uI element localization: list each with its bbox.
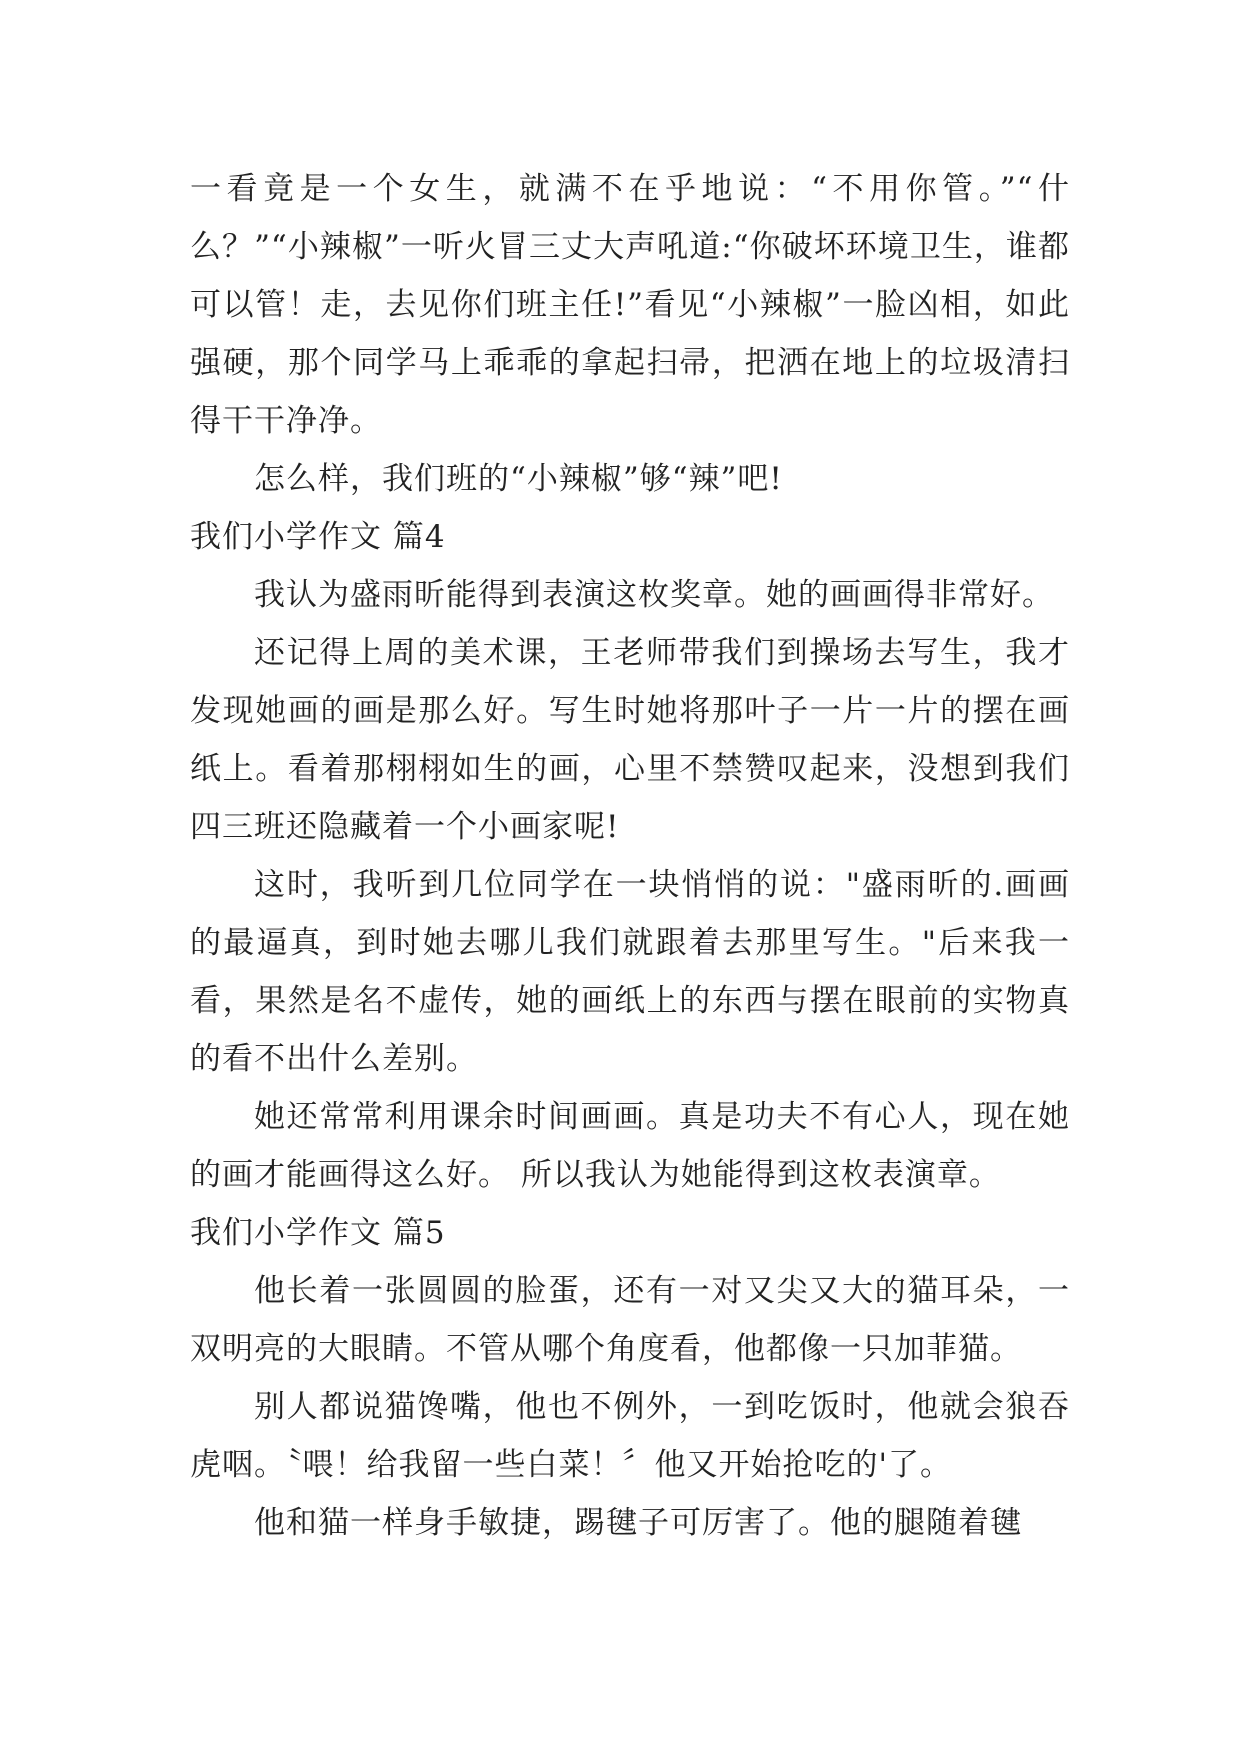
section-heading: 我们小学作文 篇5	[190, 1215, 446, 1251]
paragraph: 他长着一张圆圆的脸蛋，还有一对又尖又大的猫耳朵，一双明亮的大眼睛。不管从哪个角度看，他都像一只加菲猫。	[190, 1273, 1070, 1367]
paragraph: 这时，我听到几位同学在一块悄悄的说："盛雨昕的.画画的最逼真，到时她去哪儿我们就跟着去那里写生。"后来我一看，果然是名不虚传，她的画纸上的东西与摆在眼前的实物真的看不出什么差别。	[190, 867, 1070, 1077]
document-body	[190, 160, 1070, 1552]
paragraph: 还记得上周的美术课，王老师带我们到操场去写生，我才发现她画的画是那么好。写生时她将那叶子一片一片的摆在画纸上。看着那栩栩如生的画，心里不禁赞叹起来，没想到我们四三班还隐藏着一个小画家呢!	[190, 635, 1070, 845]
section-heading: 我们小学作文 篇4	[190, 519, 446, 555]
paragraph: 别人都说猫馋嘴，他也不例外，一到吃饭时，他就会狼吞虎咽。〝喂！给我留一些白菜！〞他又开始抢吃的'了。	[190, 1389, 1070, 1483]
paragraph: 我认为盛雨昕能得到表演这枚奖章。她的画画得非常好。	[254, 577, 1054, 613]
paragraph: 她还常常利用课余时间画画。真是功夫不有心人，现在她的画才能画得这么好。 所以我认为她能得到这枚表演章。	[190, 1099, 1070, 1193]
paragraph: 他和猫一样身手敏捷，踢毽子可厉害了。他的腿随着毽	[254, 1505, 1022, 1541]
paragraph: 怎么样，我们班的“小辣椒”够“辣”吧!	[254, 461, 783, 497]
paragraph: 一看竟是一个女生，就满不在乎地说：“不用你管。”“什么？”“小辣椒”一听火冒三丈大声吼道:“你破坏环境卫生，谁都可以管！走，去见你们班主任!”看见“小辣椒”一脸凶相，如此强硬，那个同学马上乖乖的拿起扫帚，把洒在地上的垃圾清扫得干干净净。	[190, 171, 1070, 439]
